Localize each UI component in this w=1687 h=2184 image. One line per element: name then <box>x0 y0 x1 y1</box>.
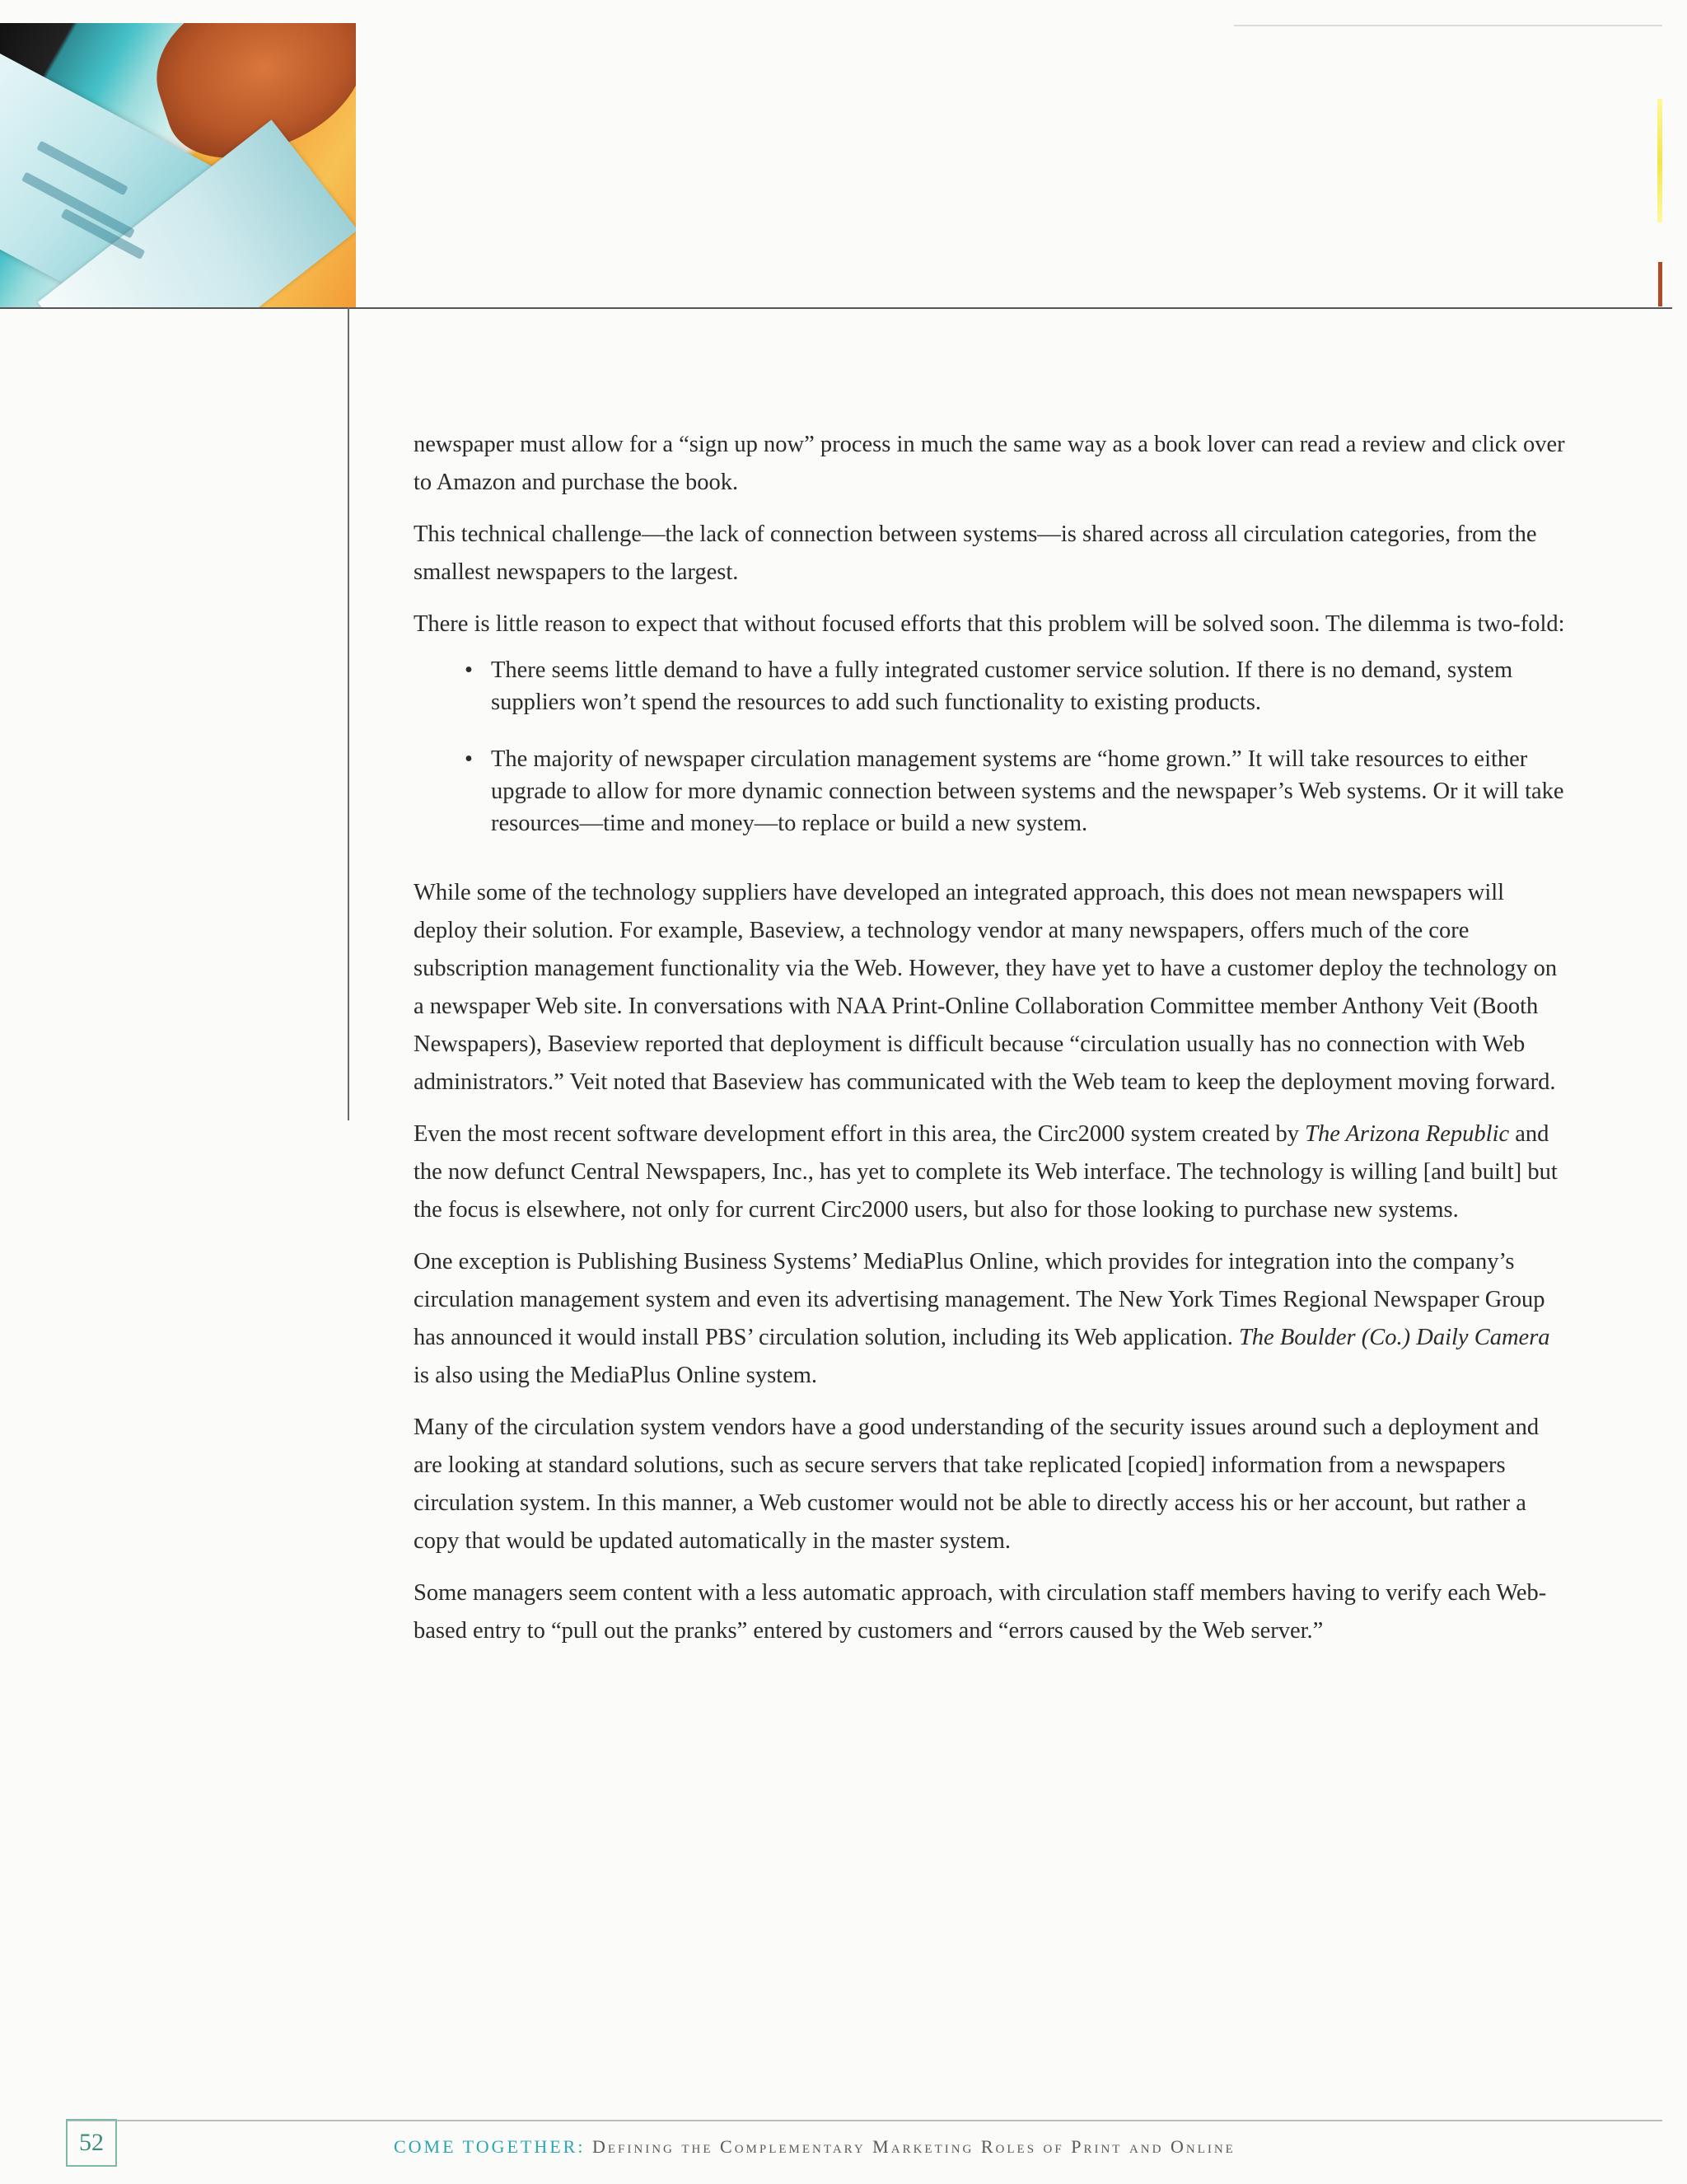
edge-accent-red <box>1658 262 1662 306</box>
list-item: • The majority of newspaper circulation management systems are “home grown.” It will take resources to either upgrade to allow for more dynamic connection between systems and the newspaper’s Web systems. Or it will take resources—time and money—to replace or build a new system. <box>491 743 1567 839</box>
article-body <box>414 426 1567 1664</box>
footer-title: COME TOGETHER: <box>394 2136 586 2157</box>
top-right-rule <box>1234 25 1662 26</box>
paragraph <box>414 1243 1567 1395</box>
page-number: 52 <box>66 2119 117 2167</box>
header-rule <box>0 307 1672 309</box>
edge-accent-yellow <box>1657 99 1662 222</box>
footer-rule <box>66 2120 1662 2121</box>
margin-vertical-rule <box>348 307 349 1120</box>
publication-name: The Boulder (Co.) Daily Camera <box>1238 1325 1550 1350</box>
header-photo <box>0 23 356 307</box>
list-item: • There seems little demand to have a fully integrated customer service solution. If there is no demand, system suppliers won’t spend the resources to add such functionality to existing products. <box>491 654 1567 718</box>
paragraph-text: is also using the MediaPlus Online system. <box>414 1363 818 1388</box>
paragraph-text: Even the most recent software development effort in this area, the Circ2000 system created by <box>414 1121 1306 1147</box>
dilemma-list <box>414 654 1567 839</box>
footer-subtitle: Defining the Complementary Marketing Roles of Print and Online <box>591 2136 1236 2157</box>
paragraph-text: and the now defunct Central Newspapers, Inc., has yet to complete its Web interface. The technology is willing [and built] but the focus is elsewhere, not only for current Circ2000 users, but also for those looking to purchase new systems. <box>414 1121 1558 1223</box>
paragraph <box>414 1115 1567 1229</box>
paragraph: Some managers seem content with a less automatic approach, with circulation staff members having to verify each Web-based entry to “pull out the pranks” entered by customers and “errors caused by the Web server.” <box>414 1580 1547 1644</box>
paragraph: Many of the circulation system vendors have a good understanding of the security issues around such a deployment and are looking at standard solutions, such as secure servers that take replicated [copied] information from a newspapers circulation system. In this manner, a Web customer would not be able to directly access his or her account, but rather a copy that would be updated automatically in the master system. <box>414 1415 1540 1554</box>
paragraph: newspaper must allow for a “sign up now” process in much the same way as a book lover can read a review and click over to Amazon and purchase the book. <box>414 432 1565 495</box>
paragraph: There is little reason to expect that without focused efforts that this problem will be solved soon. The dilemma is two-fold: <box>414 611 1565 637</box>
paragraph: This technical challenge—the lack of connection between systems—is shared across all circulation categories, from the smallest newspapers to the largest. <box>414 521 1537 585</box>
publication-name: The Arizona Republic <box>1305 1121 1510 1147</box>
running-footer <box>394 2136 1236 2158</box>
paragraph-text: One exception is Publishing Business Systems’ MediaPlus Online, which provides for integration into the company’s circulation management system and even its advertising management. The New York Times Regional Newspaper Group has announced it would install PBS’ circulation solution, including its Web application. <box>414 1249 1545 1350</box>
paragraph: While some of the technology suppliers have developed an integrated approach, this does not mean newspapers will deploy their solution. For example, Baseview, a technology vendor at many newspapers, offers much of the core subscription management functionality via the Web. However, they have yet to have a customer deploy the technology on a newspaper Web site. In conversations with NAA Print-Online Collaboration Committee member Anthony Veit (Booth Newspapers), Baseview reported that deployment is difficult because “circulation usually has no connection with Web administrators.” Veit noted that Baseview has communicated with the Web team to keep the deployment moving forward. <box>414 880 1558 1095</box>
